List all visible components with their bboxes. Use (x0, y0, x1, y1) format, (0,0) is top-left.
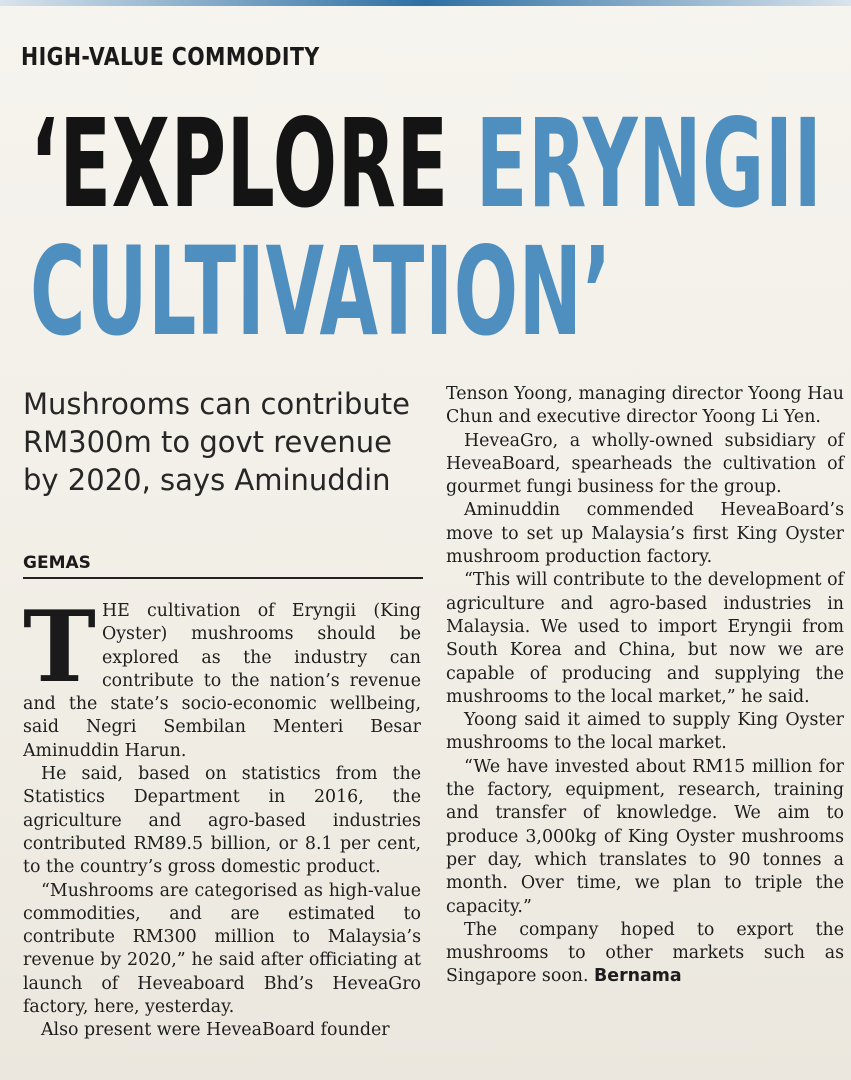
paragraph-10 (446, 919, 844, 989)
dateline: GEMAS (23, 553, 91, 573)
drop-cap: T (23, 590, 96, 705)
dateline-rule (23, 577, 423, 579)
headline-line-1 (30, 93, 823, 235)
top-color-band (0, 0, 851, 6)
section-kicker: HIGH-VALUE COMMODITY (21, 42, 320, 71)
subheadline: Mushrooms can contribute RM300m to govt revenue by 2020, says Aminuddin (23, 387, 410, 497)
paragraph-5: HeveaGro, a wholly-owned subsidiary of HeveaBoard, spearheads the cultivation of gourmet fungi business for the group. (446, 430, 844, 498)
paragraph-8: Yoong said it aimed to supply King Oyster mushrooms to the local market. (446, 710, 844, 754)
headline (30, 93, 823, 363)
paragraph-3: “Mushrooms are categorised as high-value commodities, and are estimated to contribute RM300 million to Malaysia’s revenue by 2020,” he said after officiating at launch of Heveaboard Bhd’s HeveaGro factory, here, yesterday. (23, 880, 421, 1018)
paragraph-4: Also present were HeveaBoard founder (41, 1020, 390, 1041)
paragraph-1 (23, 590, 421, 763)
paragraph-2: He said, based on statistics from the Statistics Department in 2016, the agriculture and agro-based industries contributed RM89.5 billion, or 8.1 per cent, to the country’s gross domestic product. (23, 764, 421, 878)
paragraph-4-continued: Tenson Yoong, managing director Yoong Hau Chun and executive director Yoong Li Yen. (446, 384, 844, 428)
headline-line-2: CULTIVATION’ (30, 221, 612, 363)
paragraph-9: “We have invested about RM15 million for the factory, equipment, research, training and transfer of knowledge. We aim to produce 3,000kg of King Oyster mushrooms per day, which translates to 90 tonnes a month. Over time, we plan to triple the capacity.” (446, 756, 844, 917)
headline-dark-text: ‘EXPLORE (30, 93, 476, 235)
paragraph-7: “This will contribute to the development of agriculture and agro-based industries in Malaysia. We used to import Eryngii from South Korea and China, but now we are capable of producing and supplying the mushrooms to the local market,” he said. (446, 570, 844, 707)
headline-blue-text-1: ERYNGII (475, 93, 823, 235)
paragraph-1-text: HE cultivation of Eryngii (King Oyster) mushrooms should be explored as the industry can contribute to the nation’s revenue and the state’s socio-economic wellbeing, said Negri Sembilan Menteri Besar Aminuddin Harun. (23, 601, 421, 761)
paragraph-6: Aminuddin commended HeveaBoard’s move to set up Malaysia’s first King Oyster mushroom production factory. (446, 500, 844, 568)
paragraph-10-text: The company hoped to export the mushrooms to other markets such as Singapore soon. (446, 919, 844, 987)
article-column-1 (23, 590, 421, 1043)
article-column-2 (446, 383, 844, 989)
byline: Bernama (594, 966, 682, 987)
